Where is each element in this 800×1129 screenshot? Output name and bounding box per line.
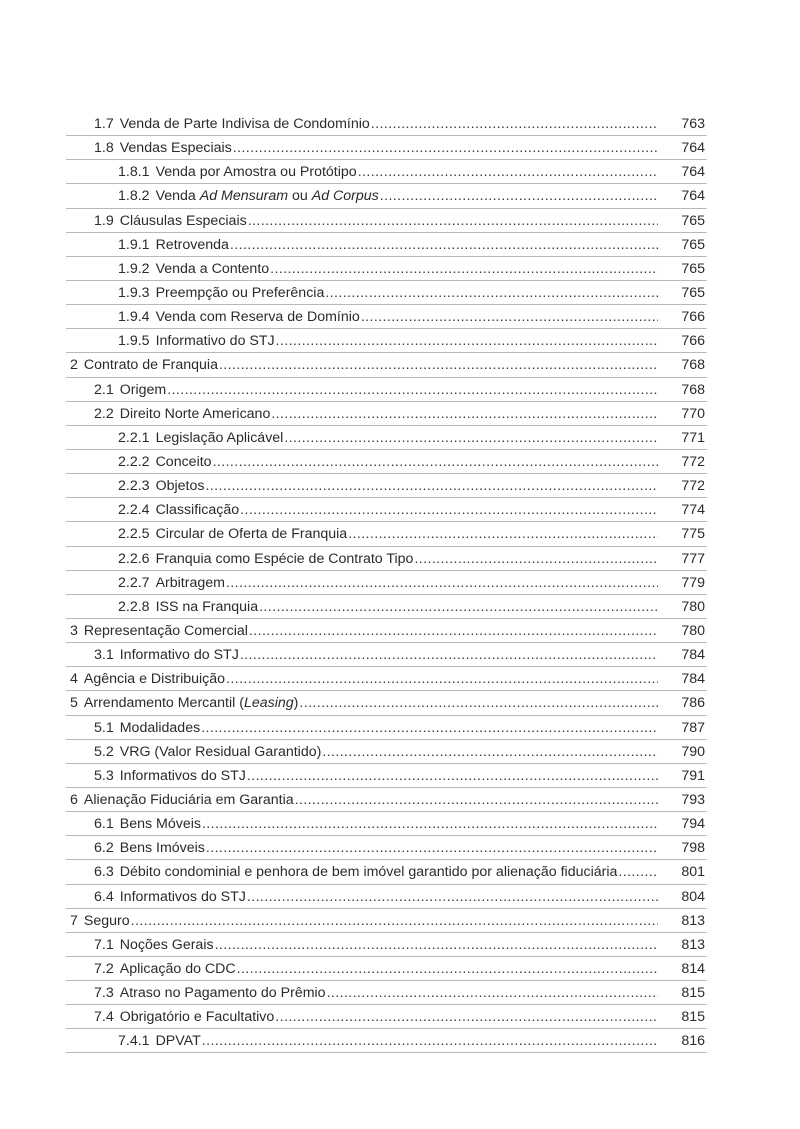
- toc-entry-page-number: 779: [681, 574, 705, 591]
- toc-entry[interactable]: [0, 184, 800, 208]
- toc-entry-number: 6.4: [94, 888, 114, 905]
- toc-entry[interactable]: [0, 716, 800, 740]
- toc-entry-title: [120, 836, 205, 860]
- toc-entry-number: 7.1: [94, 936, 114, 953]
- toc-entry[interactable]: [0, 233, 800, 257]
- toc-entry-title-text: Noções Gerais: [119, 936, 214, 953]
- toc-entry-title: [84, 909, 130, 933]
- toc-entry-heading: [94, 957, 658, 981]
- toc-entry-title-text: Vendas Especiais: [119, 140, 232, 157]
- dot-leader: [237, 957, 658, 981]
- toc-entry-heading: [94, 402, 658, 426]
- toc-entry-title: [120, 643, 239, 667]
- toc-entry-heading: [94, 981, 658, 1005]
- dot-leader: [276, 329, 658, 353]
- toc-entry-page-number: 784: [681, 647, 705, 664]
- toc-entry-title-text: Agência e Distribuição: [83, 671, 226, 688]
- toc-entry-title: [120, 933, 214, 957]
- toc-entry-heading: [94, 885, 658, 909]
- dot-leader: [205, 474, 658, 498]
- toc-entry-title: [120, 136, 232, 160]
- dot-leader: [295, 788, 658, 812]
- toc-entry-number: 7.3: [94, 985, 114, 1002]
- toc-entry[interactable]: [0, 257, 800, 281]
- toc-entry-title-text: Arrendamento Mercantil (: [83, 695, 244, 712]
- toc-entry-heading: [94, 812, 658, 836]
- toc-entry-heading: [94, 112, 658, 136]
- toc-entry-title: [120, 740, 322, 764]
- toc-entry-title-text: Venda: [155, 188, 200, 205]
- toc-entry-title-text: ISS na Franquia: [155, 598, 259, 615]
- table-of-contents: [0, 112, 800, 1053]
- dot-leader: [380, 184, 658, 208]
- toc-entry-title: [156, 426, 284, 450]
- toc-entry-number: 6: [70, 791, 78, 808]
- toc-entry-title: [156, 450, 212, 474]
- toc-entry[interactable]: [0, 402, 800, 426]
- toc-entry-title-text: Seguro: [83, 912, 130, 929]
- toc-entry-title: [84, 691, 299, 715]
- dot-leader: [275, 1005, 658, 1029]
- toc-entry-title: [156, 547, 414, 571]
- toc-entry-heading: [118, 450, 658, 474]
- toc-entry-title-text: Franquia como Espécie de Contrato Tipo: [155, 550, 414, 567]
- toc-entry-title-text: Atraso no Pagamento do Prêmio: [119, 985, 326, 1002]
- toc-entry-page-number: 765: [681, 284, 705, 301]
- dot-leader: [201, 716, 658, 740]
- toc-entry-title: [120, 812, 201, 836]
- toc-entry-page-number: 766: [681, 333, 705, 350]
- dot-leader: [371, 112, 658, 136]
- toc-entry-heading: [118, 160, 658, 184]
- toc-entry-title-text: Objetos: [155, 478, 205, 495]
- toc-entry-page-number: 780: [681, 598, 705, 615]
- toc-entry-heading: [118, 498, 658, 522]
- toc-entry-page-number: 815: [681, 1009, 705, 1026]
- dot-leader: [226, 667, 658, 691]
- toc-entry-heading: [118, 257, 658, 281]
- dot-leader: [247, 885, 658, 909]
- toc-entry-number: 1.8.2: [118, 188, 150, 205]
- toc-entry[interactable]: [0, 209, 800, 233]
- dot-leader: [206, 836, 658, 860]
- toc-entry-title: [156, 329, 275, 353]
- toc-entry-title-text: Classificação: [155, 502, 240, 519]
- row-divider: [66, 1052, 707, 1053]
- toc-entry-number: 1.9.2: [118, 260, 150, 277]
- toc-entry-heading: [118, 474, 658, 498]
- toc-entry-page-number: 777: [681, 550, 705, 567]
- toc-entry[interactable]: [0, 378, 800, 402]
- toc-entry-title: [84, 788, 294, 812]
- dot-leader: [259, 595, 658, 619]
- dot-leader: [299, 691, 658, 715]
- toc-entry-title: [84, 619, 248, 643]
- toc-entry-title-italic: Leasing: [243, 695, 294, 712]
- toc-entry-title: [120, 209, 247, 233]
- toc-entry-heading: [118, 233, 658, 257]
- toc-entry-title: [156, 281, 325, 305]
- toc-entry-number: 1.9.4: [118, 309, 150, 326]
- toc-entry-page-number: 765: [681, 212, 705, 229]
- toc-entry-title-text: Contrato de Franquia: [83, 357, 218, 374]
- toc-entry-title-italic: Ad Corpus: [311, 188, 379, 205]
- toc-entry-number: 2.2.5: [118, 526, 150, 543]
- toc-entry-title: [120, 112, 370, 136]
- toc-entry[interactable]: [0, 474, 800, 498]
- toc-entry-title: [120, 957, 236, 981]
- toc-entry-heading: [70, 353, 658, 377]
- toc-entry[interactable]: [0, 836, 800, 860]
- toc-entry-page-number: 766: [681, 309, 705, 326]
- toc-entry[interactable]: [0, 764, 800, 788]
- toc-entry[interactable]: [0, 1029, 800, 1053]
- toc-entry[interactable]: [0, 160, 800, 184]
- toc-entry-heading: [94, 836, 658, 860]
- toc-entry-heading: [70, 619, 658, 643]
- dot-leader: [215, 933, 658, 957]
- toc-entry-page-number: 764: [681, 188, 705, 205]
- toc-entry[interactable]: [0, 305, 800, 329]
- toc-entry-page-number: 774: [681, 502, 705, 519]
- toc-entry-title: [156, 1029, 201, 1053]
- toc-entry-title-text: Modalidades: [119, 719, 201, 736]
- toc-entry-heading: [118, 547, 658, 571]
- toc-entry-title-italic: Ad Mensuram: [199, 188, 289, 205]
- dot-leader: [361, 305, 658, 329]
- toc-entry[interactable]: [0, 933, 800, 957]
- toc-entry-title-text: Preempção ou Preferência: [155, 284, 325, 301]
- toc-entry[interactable]: [0, 1005, 800, 1029]
- toc-entry-page-number: 804: [681, 888, 705, 905]
- toc-entry[interactable]: [0, 788, 800, 812]
- toc-entry-title: [120, 860, 618, 884]
- toc-entry-number: 2.2.4: [118, 502, 150, 519]
- toc-entry-number: 5: [70, 695, 78, 712]
- toc-entry-heading: [94, 209, 658, 233]
- dot-leader: [219, 353, 658, 377]
- toc-entry-page-number: 765: [681, 260, 705, 277]
- toc-entry-title-text: Alienação Fiduciária em Garantia: [83, 791, 294, 808]
- toc-entry[interactable]: [0, 909, 800, 933]
- dot-leader: [131, 909, 658, 933]
- toc-entry-number: 5.3: [94, 767, 114, 784]
- toc-entry-page-number: 814: [681, 960, 705, 977]
- toc-entry-title: [120, 716, 200, 740]
- toc-entry[interactable]: [0, 136, 800, 160]
- toc-entry[interactable]: [0, 957, 800, 981]
- toc-entry[interactable]: [0, 595, 800, 619]
- toc-entry[interactable]: [0, 860, 800, 884]
- toc-entry[interactable]: [0, 426, 800, 450]
- toc-entry-page-number: 813: [681, 912, 705, 929]
- dot-leader: [327, 981, 658, 1005]
- toc-entry-title-text: ou: [288, 188, 312, 205]
- toc-entry-number: 7: [70, 912, 78, 929]
- toc-entry-number: 1.8: [94, 140, 114, 157]
- toc-entry-heading: [118, 522, 658, 546]
- toc-entry-heading: [118, 329, 658, 353]
- dot-leader: [233, 136, 658, 160]
- toc-entry-heading: [118, 571, 658, 595]
- toc-entry-title-text: Conceito: [155, 453, 212, 470]
- toc-entry-title: [120, 402, 271, 426]
- toc-entry-page-number: 764: [681, 140, 705, 157]
- toc-entry-page-number: 768: [681, 357, 705, 374]
- toc-entry-number: 5.2: [94, 743, 114, 760]
- toc-entry[interactable]: [0, 281, 800, 305]
- dot-leader: [213, 450, 658, 474]
- dot-leader: [240, 498, 658, 522]
- toc-entry-number: 1.7: [94, 116, 114, 132]
- toc-entry-title: [156, 305, 360, 329]
- toc-entry-title: [120, 1005, 275, 1029]
- toc-entry-number: 1.9.5: [118, 333, 150, 350]
- toc-entry-heading: [94, 740, 658, 764]
- toc-entry-title: [120, 885, 246, 909]
- toc-entry-title-text: Venda a Contento: [155, 260, 270, 277]
- toc-entry-title-text: Arbitragem: [155, 574, 225, 591]
- toc-entry-heading: [94, 764, 658, 788]
- toc-entry[interactable]: [0, 740, 800, 764]
- toc-entry-page-number: 813: [681, 936, 705, 953]
- dot-leader: [618, 860, 658, 884]
- toc-entry-number: 2.2.1: [118, 429, 150, 446]
- toc-entry-title-text: Informativo do STJ: [155, 333, 275, 350]
- toc-entry-heading: [94, 716, 658, 740]
- toc-entry-page-number: 801: [681, 864, 705, 881]
- toc-entry-number: 5.1: [94, 719, 114, 736]
- toc-entry-title: [156, 571, 225, 595]
- toc-entry-title: [120, 981, 326, 1005]
- toc-entry-heading: [118, 426, 658, 450]
- toc-entry-heading: [118, 281, 658, 305]
- toc-entry-title-text: Informativo do STJ: [119, 647, 239, 664]
- toc-entry-number: 2.2.8: [118, 598, 150, 615]
- toc-entry-heading: [118, 305, 658, 329]
- toc-entry-number: 3: [70, 622, 78, 639]
- toc-entry[interactable]: [0, 498, 800, 522]
- toc-entry-title-text: Venda de Parte Indivisa de Condomínio: [119, 116, 370, 132]
- toc-entry-title: [156, 233, 229, 257]
- toc-entry-title: [156, 474, 205, 498]
- toc-entry-title: [84, 667, 225, 691]
- toc-entry-heading: [94, 378, 658, 402]
- toc-entry-number: 6.2: [94, 840, 114, 857]
- toc-entry-page-number: 790: [681, 743, 705, 760]
- toc-entry-title: [84, 353, 218, 377]
- toc-entry-page-number: 786: [681, 695, 705, 712]
- dot-leader: [202, 812, 658, 836]
- toc-entry-number: 2.2.2: [118, 453, 150, 470]
- toc-entry-title-text: Venda por Amostra ou Protótipo: [155, 164, 357, 181]
- toc-entry-heading: [94, 643, 658, 667]
- toc-entry-title-text: Venda com Reserva de Domínio: [155, 309, 360, 326]
- toc-entry-title: [120, 378, 167, 402]
- dot-leader: [348, 522, 658, 546]
- toc-entry-number: 3.1: [94, 647, 114, 664]
- toc-entry-page-number: 784: [681, 671, 705, 688]
- toc-entry-number: 1.9.1: [118, 236, 150, 253]
- toc-entry-title-text: Representação Comercial: [83, 622, 248, 639]
- dot-leader: [202, 1029, 658, 1053]
- toc-entry[interactable]: [0, 450, 800, 474]
- toc-entry-page-number: 791: [681, 767, 705, 784]
- toc-entry-number: 1.9: [94, 212, 114, 229]
- toc-entry-title: [156, 595, 259, 619]
- toc-entry[interactable]: [0, 667, 800, 691]
- dot-leader: [284, 426, 658, 450]
- toc-entry-title-text: Legislação Aplicável: [155, 429, 284, 446]
- dot-leader: [230, 233, 658, 257]
- toc-entry[interactable]: [0, 812, 800, 836]
- toc-entry-number: 1.8.1: [118, 164, 150, 181]
- dot-leader: [249, 619, 658, 643]
- toc-entry-title-text: Direito Norte Americano: [119, 405, 271, 422]
- toc-entry-page-number: 816: [681, 1033, 705, 1050]
- toc-entry-page-number: 770: [681, 405, 705, 422]
- toc-entry-page-number: 763: [681, 116, 705, 132]
- toc-entry-heading: [70, 667, 658, 691]
- toc-entry-heading: [94, 860, 658, 884]
- toc-entry-title-text: Origem: [119, 381, 167, 398]
- toc-entry-heading: [118, 595, 658, 619]
- dot-leader: [414, 547, 658, 571]
- toc-entry-number: 2.1: [94, 381, 114, 398]
- toc-entry[interactable]: [0, 643, 800, 667]
- dot-leader: [248, 209, 658, 233]
- toc-entry-number: 7.2: [94, 960, 114, 977]
- toc-entry-page-number: 794: [681, 816, 705, 833]
- toc-entry-heading: [94, 933, 658, 957]
- toc-entry[interactable]: [0, 547, 800, 571]
- toc-entry-heading: [70, 788, 658, 812]
- toc-entry[interactable]: [0, 981, 800, 1005]
- toc-entry-heading: [118, 184, 658, 208]
- toc-entry-title-text: Obrigatório e Facultativo: [119, 1009, 275, 1026]
- toc-entry[interactable]: [0, 353, 800, 377]
- dot-leader: [271, 402, 658, 426]
- dot-leader: [358, 160, 658, 184]
- toc-entry-page-number: 771: [681, 429, 705, 446]
- toc-entry-title: [120, 764, 246, 788]
- toc-entry-number: 7.4.1: [118, 1033, 150, 1050]
- toc-entry-page-number: 793: [681, 791, 705, 808]
- toc-entry-page-number: 768: [681, 381, 705, 398]
- toc-entry-heading: [70, 691, 658, 715]
- toc-entry-title: [156, 498, 240, 522]
- toc-entry-title: [156, 184, 379, 208]
- toc-entry-title: [156, 257, 270, 281]
- dot-leader: [270, 257, 658, 281]
- toc-entry-page-number: 787: [681, 719, 705, 736]
- toc-entry-number: 2: [70, 357, 78, 374]
- toc-entry-number: 2.2.6: [118, 550, 150, 567]
- toc-entry-page-number: 772: [681, 478, 705, 495]
- toc-entry[interactable]: [0, 571, 800, 595]
- dot-leader: [325, 281, 658, 305]
- toc-entry-title-text: VRG (Valor Residual Garantido): [119, 743, 322, 760]
- toc-entry-page-number: 775: [681, 526, 705, 543]
- toc-entry-title-text: Informativos do STJ: [119, 888, 246, 905]
- toc-entry-number: 2.2.7: [118, 574, 150, 591]
- toc-entry-heading: [94, 1005, 658, 1029]
- toc-entry-title-text: Cláusulas Especiais: [119, 212, 247, 229]
- toc-entry-title-text: DPVAT: [155, 1033, 201, 1050]
- toc-entry-heading: [118, 1029, 658, 1053]
- toc-entry-page-number: 798: [681, 840, 705, 857]
- toc-entry[interactable]: [0, 522, 800, 546]
- toc-entry-number: 4: [70, 671, 78, 688]
- toc-entry[interactable]: [0, 885, 800, 909]
- dot-leader: [240, 643, 658, 667]
- toc-entry-number: 7.4: [94, 1009, 114, 1026]
- toc-entry-title: [156, 160, 357, 184]
- dot-leader: [167, 378, 658, 402]
- dot-leader: [226, 571, 658, 595]
- toc-entry[interactable]: [0, 619, 800, 643]
- toc-entry-heading: [70, 909, 658, 933]
- toc-entry-page-number: 772: [681, 453, 705, 470]
- toc-entry-number: 1.9.3: [118, 284, 150, 301]
- toc-entry[interactable]: [0, 112, 800, 136]
- toc-entry-number: 6.1: [94, 816, 114, 833]
- toc-entry-number: 2.2: [94, 405, 114, 422]
- toc-entry[interactable]: [0, 691, 800, 715]
- toc-entry-number: 6.3: [94, 864, 114, 881]
- toc-entry-title: [156, 522, 348, 546]
- toc-entry-page-number: 815: [681, 985, 705, 1002]
- toc-entry-title-text: Retrovenda: [155, 236, 229, 253]
- toc-entry-title-text: Informativos do STJ: [119, 767, 246, 784]
- toc-entry-title-text: ): [293, 695, 299, 712]
- toc-entry-title-text: Débito condominial e penhora de bem imóvel garantido por alienação fiduciária: [119, 864, 618, 881]
- toc-entry-page-number: 780: [681, 622, 705, 639]
- toc-entry-page-number: 765: [681, 236, 705, 253]
- toc-entry[interactable]: [0, 329, 800, 353]
- toc-entry-title-text: Circular de Oferta de Franquia: [155, 526, 348, 543]
- dot-leader: [322, 740, 658, 764]
- toc-entry-heading: [94, 136, 658, 160]
- toc-entry-number: 2.2.3: [118, 478, 150, 495]
- toc-entry-page-number: 764: [681, 164, 705, 181]
- dot-leader: [247, 764, 658, 788]
- toc-entry-title-text: Aplicação do CDC: [119, 960, 236, 977]
- toc-entry-title-text: Bens Móveis: [119, 816, 201, 833]
- toc-entry-title-text: Bens Imóveis: [119, 840, 205, 857]
